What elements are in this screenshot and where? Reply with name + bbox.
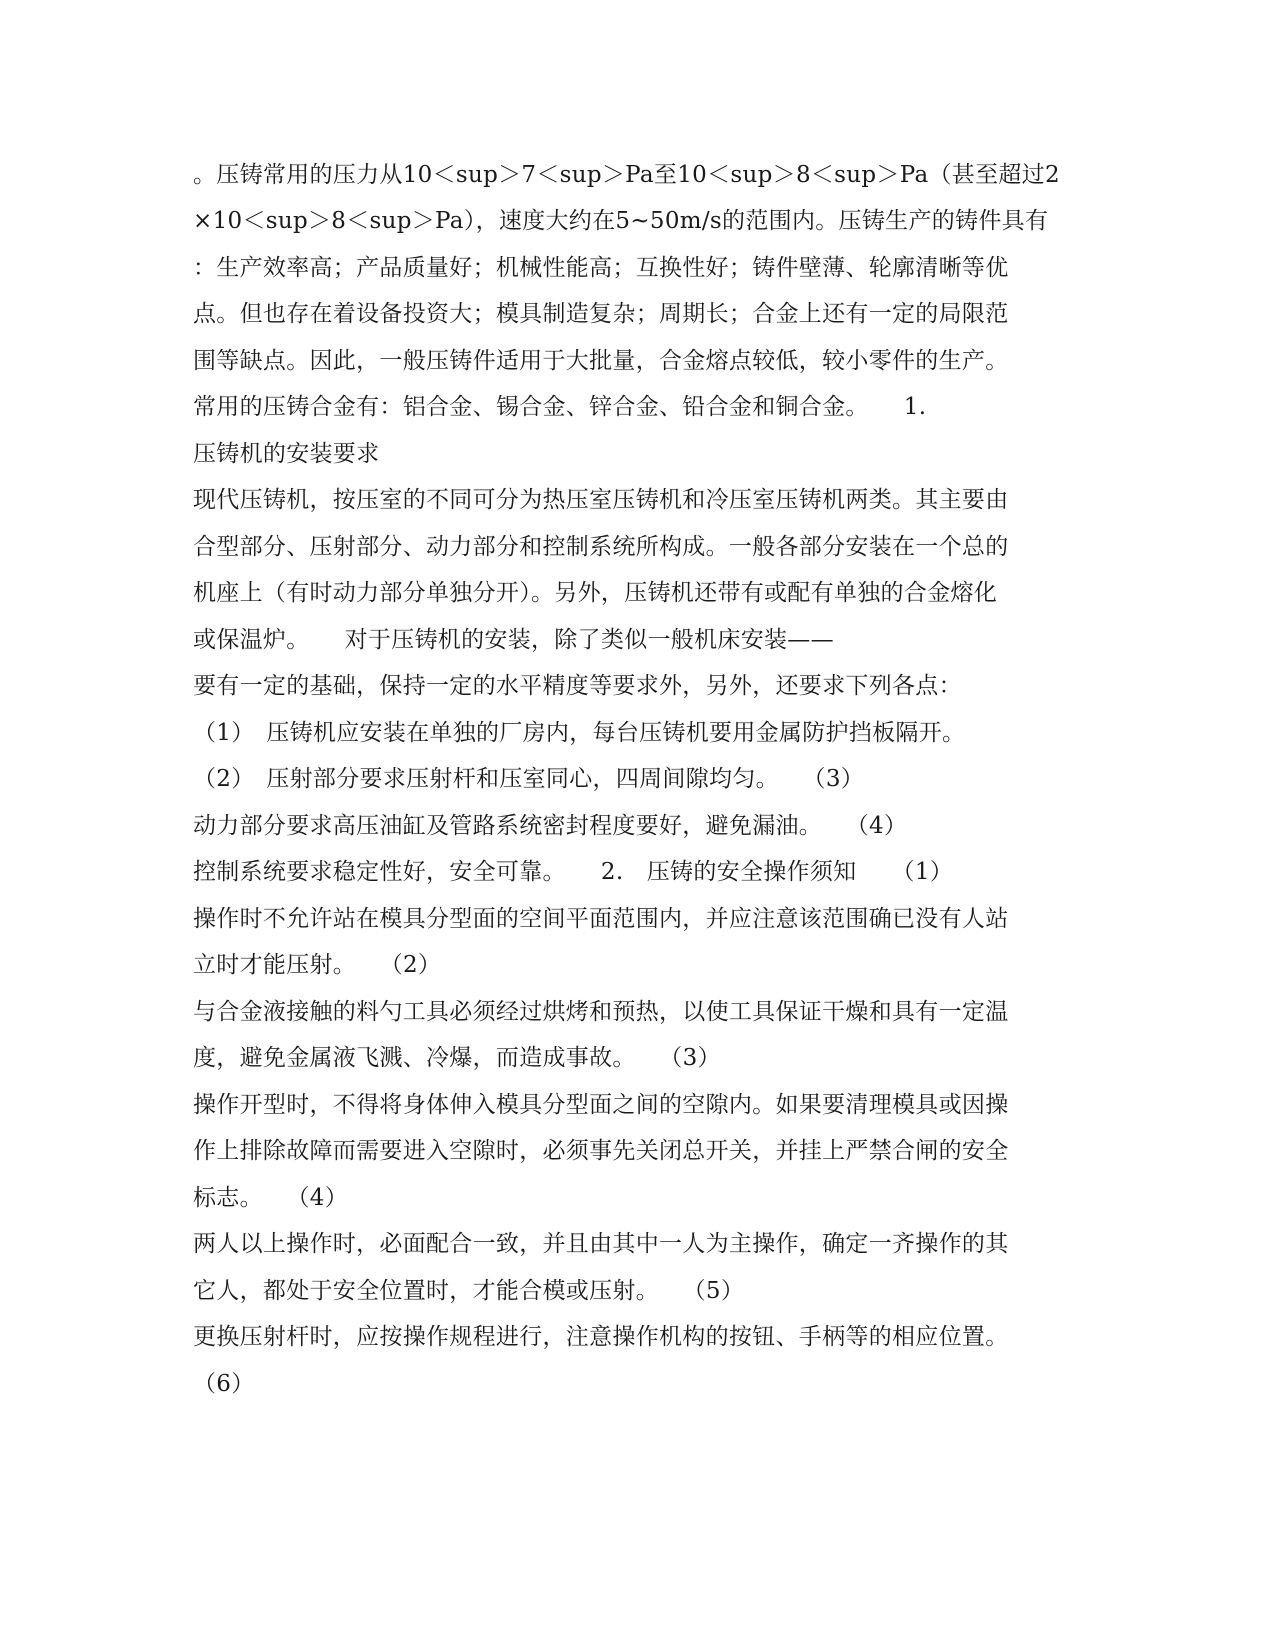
text-line: 机座上（有时动力部分单独分开）。另外，压铸机还带有或配有单独的合金熔化 <box>193 580 997 606</box>
list-item: 度，避免金属液飞溅、冷爆，而造成事故。 （3） <box>193 1045 721 1071</box>
list-item: 与合金液接触的料勺工具必须经过烘烤和预热，以使工具保证干燥和具有一定温 <box>193 999 1009 1025</box>
list-item: （2） 压射部分要求压射杆和压室同心，四周间隙均匀。 （3） <box>193 766 865 792</box>
list-item: 控制系统要求稳定性好，安全可靠。 2. 压铸的安全操作须知 （1） <box>193 859 954 885</box>
list-item: 它人，都处于安全位置时，才能合模或压射。 （5） <box>193 1278 745 1304</box>
list-item: 立时才能压射。 （2） <box>193 952 442 978</box>
list-item: 标志。 （4） <box>193 1185 349 1211</box>
list-item: 作上排除故障而需要进入空隙时，必须事先关闭总开关，并挂上严禁合闸的安全 <box>193 1138 1009 1164</box>
text-line: 。压铸常用的压力从10＜sup＞7＜sup＞Pa至10＜sup＞8＜sup＞Pa（甚至超过2 <box>193 162 1060 188</box>
text-line: 要有一定的基础，保持一定的水平精度等要求外，另外，还要求下列各点： <box>193 673 962 699</box>
section-heading: 压铸机的安装要求 <box>193 441 380 467</box>
text-line: ×10＜sup＞8＜sup＞Pa），速度大约在5~50m/s的范围内。压铸生产的铸件具有 <box>193 208 1049 234</box>
list-item: （1） 压铸机应安装在单独的厂房内，每台压铸机要用金属防护挡板隔开。 <box>193 720 966 746</box>
text-line: 合型部分、压射部分、动力部分和控制系统所构成。一般各部分安装在一个总的 <box>193 534 1009 560</box>
text-line: 点。但也存在着设备投资大；模具制造复杂；周期长；合金上还有一定的局限范 <box>193 301 1009 327</box>
text-line: 常用的压铸合金有：铝合金、锡合金、锌合金、铅合金和铜合金。 1. <box>193 394 927 420</box>
list-item: 操作时不允许站在模具分型面的空间平面范围内，并应注意该范围确已没有人站 <box>193 906 1009 932</box>
list-item: 动力部分要求高压油缸及管路系统密封程度要好，避免漏油。 （4） <box>193 813 908 839</box>
list-item: 操作开型时，不得将身体伸入模具分型面之间的空隙内。如果要清理模具或因操 <box>193 1092 1009 1118</box>
list-item: （6） <box>193 1371 255 1397</box>
text-line: 或保温炉。 对于压铸机的安装，除了类似一般机床安装—— <box>193 627 834 653</box>
text-line: 围等缺点。因此，一般压铸件适用于大批量，合金熔点较低，较小零件的生产。 <box>193 348 1009 374</box>
text-line: ：生产效率高；产品质量好；机械性能高；互换性好；铸件壁薄、轮廓清晰等优 <box>193 255 1009 281</box>
list-item: 两人以上操作时，必面配合一致，并且由其中一人为主操作，确定一齐操作的其 <box>193 1231 1009 1257</box>
text-line: 现代压铸机，按压室的不同可分为热压室压铸机和冷压室压铸机两类。其主要由 <box>193 487 1009 513</box>
list-item: 更换压射杆时，应按操作规程进行，注意操作机构的按钮、手柄等的相应位置。 <box>193 1324 1009 1350</box>
